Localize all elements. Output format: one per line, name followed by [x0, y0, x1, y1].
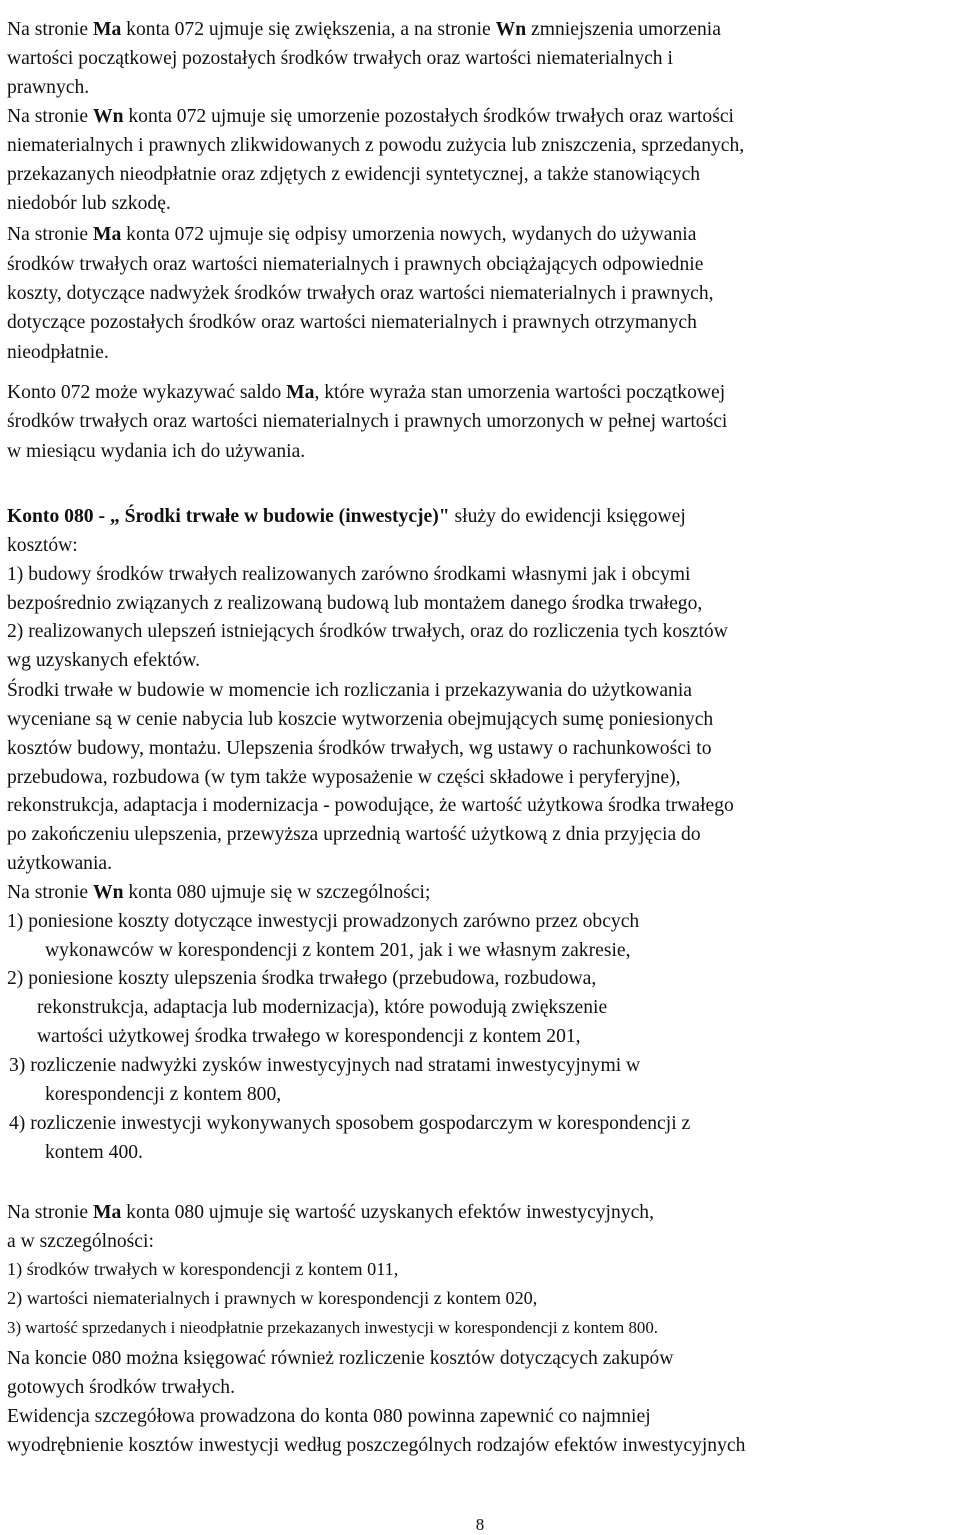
text-segment: zmniejszenia umorzenia — [526, 19, 721, 40]
text-segment: użytkowania. — [7, 853, 113, 874]
text-line — [37, 1022, 581, 1051]
text-line — [7, 1431, 745, 1460]
text-segment: Na stronie — [7, 1202, 93, 1223]
text-segment: 3) rozliczenie nadwyżki zysków inwestycyjnych nad stratami inwestycyjnymi w — [9, 1055, 641, 1076]
text-line — [7, 878, 430, 907]
text-line — [37, 993, 607, 1022]
text-line — [7, 907, 639, 936]
text-segment: Ewidencja szczegółowa prowadzona do konta 080 powinna zapewnić co najmniej — [7, 1406, 651, 1427]
text-segment: 2) poniesione koszty ulepszenia środka trwałego (przebudowa, rozbudowa, — [7, 968, 597, 989]
text-line — [7, 589, 702, 618]
text-line — [7, 437, 305, 466]
text-line — [7, 15, 721, 44]
text-line — [9, 1051, 640, 1080]
text-line — [7, 646, 200, 675]
text-line — [7, 1255, 398, 1284]
text-segment: konta 080 ujmuje się wartość uzyskanych efektów inwestycyjnych, — [121, 1202, 654, 1223]
text-line — [7, 705, 713, 734]
text-segment: 2) wartości niematerialnych i prawnych w korespondencji z kontem 020, — [7, 1288, 538, 1308]
page-number: 8 — [475, 1515, 485, 1534]
text-line — [7, 160, 700, 189]
text-segment: wyceniane są w cenie nabycia lub koszcie wytworzenia obejmujących sumę poniesionych — [7, 709, 714, 730]
text-segment: Na stronie — [7, 882, 93, 903]
text-line — [9, 1109, 690, 1138]
text-line — [7, 1373, 235, 1402]
text-line — [7, 44, 673, 73]
text-line — [7, 338, 109, 367]
text-segment: po zakończeniu ulepszenia, przewyższa uprzednią wartość użytkową z dnia przyjęcia do — [7, 824, 701, 845]
text-segment: Konto 072 może wykazywać saldo — [7, 382, 287, 403]
text-line — [7, 964, 596, 993]
text-segment: konta 072 ujmuje się odpisy umorzenia nowych, wydanych do używania — [121, 224, 697, 245]
text-line — [7, 73, 89, 102]
text-segment: w miesiącu wydania ich do używania. — [7, 441, 306, 462]
text-segment: rekonstrukcja, adaptacja i modernizacja - powodujące, że wartość użytkowa środka trwałego — [7, 795, 734, 816]
text-line — [45, 1138, 143, 1167]
text-segment: 1) poniesione koszty dotyczące inwestycji prowadzonych zarówno przez obcych — [7, 911, 640, 932]
text-segment: środków trwałych oraz wartości niematerialnych i prawnych obciążających odpowiednie — [7, 254, 704, 275]
text-segment: prawnych. — [7, 77, 90, 98]
text-segment: Na stronie — [7, 106, 93, 127]
text-segment: Środki trwałe w budowie w momencie ich rozliczania i przekazywania do użytkowania — [7, 680, 692, 701]
text-segment: kosztów budowy, montażu. Ulepszenia środków trwałych, wg ustawy o rachunkowości to — [7, 738, 712, 759]
text-segment: konta 072 ujmuje się zwiększenia, a na stronie — [121, 19, 496, 40]
text-segment: korespondencji z kontem 800, — [45, 1084, 282, 1105]
text-segment: 1) środków trwałych w korespondencji z kontem 011, — [7, 1259, 399, 1279]
text-line — [7, 502, 686, 531]
text-segment: wg uzyskanych efektów. — [7, 650, 200, 671]
text-line — [7, 1198, 654, 1227]
text-line — [7, 849, 112, 878]
text-segment: 3) wartość sprzedanych i nieodpłatnie przekazanych inwestycji w korespondencji z kontem 800. — [7, 1318, 659, 1337]
text-line — [7, 189, 171, 218]
text-segment: a w szczególności: — [7, 1231, 154, 1252]
text-segment: przekazanych nieodpłatnie oraz zdjętych z ewidencji syntetycznej, a także stanowiących — [7, 164, 701, 185]
text-line — [7, 1402, 651, 1431]
text-line — [7, 1227, 154, 1256]
text-line — [7, 734, 712, 763]
text-segment: konta 080 ujmuje się w szczególności; — [123, 882, 431, 903]
bold-text: Wn — [92, 106, 124, 127]
text-line — [7, 763, 681, 792]
text-line — [7, 308, 697, 337]
text-line — [7, 102, 734, 131]
bold-text: Ma — [92, 19, 122, 40]
text-segment: Na koncie 080 można księgować również rozliczenie kosztów dotyczących zakupów — [7, 1348, 674, 1369]
text-segment: Na stronie — [7, 19, 93, 40]
bold-text: Konto 080 - „ Środki trwałe w budowie (inwestycje)" — [7, 506, 450, 527]
text-line — [7, 820, 701, 849]
text-segment: dotyczące pozostałych środków oraz wartości niematerialnych i prawnych otrzymanych — [7, 312, 697, 333]
text-segment: 1) budowy środków trwałych realizowanych zarówno środkami własnymi jak i obcymi — [7, 564, 691, 585]
text-segment: wyodrębnienie kosztów inwestycji według poszczególnych rodzajów efektów inwestycyjnych — [7, 1435, 746, 1456]
text-segment: przebudowa, rozbudowa (w tym także wyposażenie w części składowe i peryferyjne), — [7, 767, 681, 788]
text-line — [7, 1284, 537, 1313]
text-segment: konta 072 ujmuje się umorzenie pozostałych środków trwałych oraz wartości — [123, 106, 734, 127]
text-line — [7, 617, 728, 646]
text-segment: kosztów: — [7, 535, 78, 556]
text-line — [7, 407, 727, 436]
text-segment: wartości użytkowej środka trwałego w korespondencji z kontem 201, — [37, 1026, 581, 1047]
text-segment: niematerialnych i prawnych zlikwidowanych z powodu zużycia lub zniszczenia, sprzedanych, — [7, 135, 745, 156]
text-segment: 2) realizowanych ulepszeń istniejących środków trwałych, oraz do rozliczenia tych kosztów — [7, 621, 728, 642]
text-line — [7, 279, 714, 308]
text-segment: wartości początkowej pozostałych środków trwałych oraz wartości niematerialnych i — [7, 48, 673, 69]
text-line — [45, 1080, 281, 1109]
bold-text: Ma — [286, 382, 315, 403]
text-line — [7, 676, 692, 705]
text-segment: środków trwałych oraz wartości niematerialnych i prawnych umorzonych w pełnej wartości — [7, 411, 728, 432]
text-segment: służy do ewidencji księgowej — [449, 506, 686, 527]
text-line — [7, 1344, 673, 1373]
text-segment: nieodpłatnie. — [7, 342, 109, 363]
text-line — [7, 378, 725, 407]
text-segment: bezpośrednio związanych z realizowaną budową lub montażem danego środka trwałego, — [7, 593, 703, 614]
text-line — [7, 131, 744, 160]
bold-text: Wn — [92, 882, 124, 903]
text-segment: rekonstrukcja, adaptacja lub modernizacja), które powodują zwiększenie — [37, 997, 608, 1018]
bold-text: Ma — [92, 224, 122, 245]
text-line — [7, 1313, 658, 1342]
text-segment: Na stronie — [7, 224, 93, 245]
text-line — [7, 791, 734, 820]
text-segment: wykonawców w korespondencji z kontem 201, jak i we własnym zakresie, — [45, 940, 631, 961]
text-segment: koszty, dotyczące nadwyżek środków trwałych oraz wartości niematerialnych i prawnych, — [7, 283, 714, 304]
bold-text: Wn — [495, 19, 527, 40]
text-line — [7, 250, 703, 279]
text-segment: , które wyraża stan umorzenia wartości początkowej — [314, 382, 726, 403]
text-line — [7, 531, 78, 560]
text-line — [7, 560, 690, 589]
text-segment: 4) rozliczenie inwestycji wykonywanych sposobem gospodarczym w korespondencji z — [9, 1113, 691, 1134]
text-line — [7, 220, 696, 249]
text-segment: niedobór lub szkodę. — [7, 193, 171, 214]
text-segment: kontem 400. — [45, 1142, 143, 1163]
bold-text: Ma — [92, 1202, 122, 1223]
text-line — [45, 936, 630, 965]
text-segment: gotowych środków trwałych. — [7, 1377, 236, 1398]
